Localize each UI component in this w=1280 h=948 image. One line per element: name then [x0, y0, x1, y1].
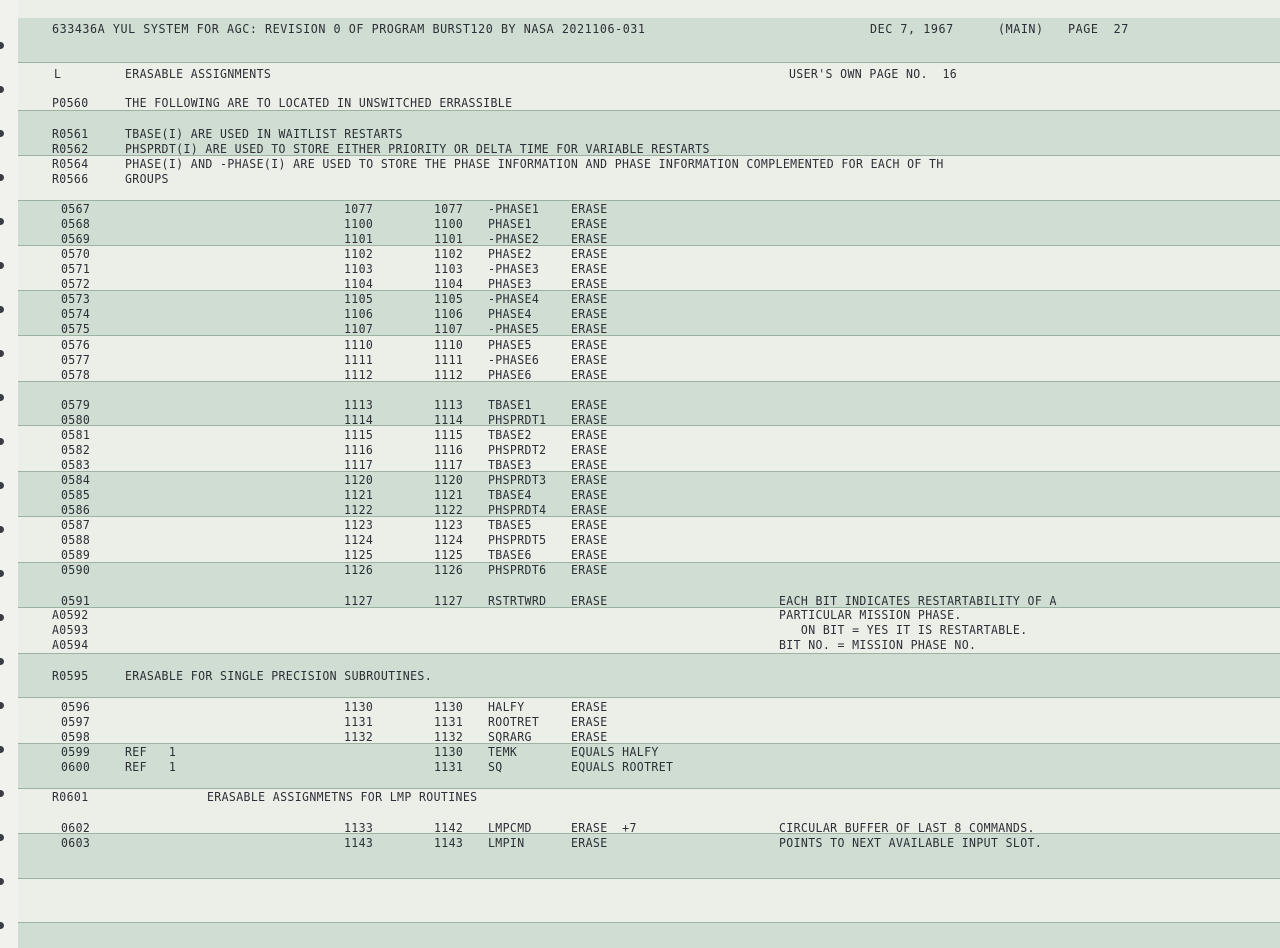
- listing-seq-A0592: A0592: [52, 607, 89, 622]
- listing-sym-0578: PHASE6: [488, 367, 532, 382]
- listing-a-0598: 1132: [344, 729, 374, 744]
- listing-b-0574: 1106: [434, 306, 464, 321]
- listing-sym-0584: PHSPRDT3: [488, 472, 547, 487]
- listing-op-0584: ERASE: [571, 472, 608, 487]
- listing-op-0602: ERASE +7: [571, 820, 637, 835]
- listing-a-0575: 1107: [344, 321, 374, 336]
- listing-op-0590: ERASE: [571, 562, 608, 577]
- listing-sym-0589: TBASE6: [488, 547, 532, 562]
- listing-a-0574: 1106: [344, 306, 374, 321]
- green-band: [18, 833, 1280, 878]
- ruled-line: [18, 922, 1280, 923]
- listing-a-0577: 1111: [344, 352, 374, 367]
- listing-text-P0560: THE FOLLOWING ARE TO LOCATED IN UNSWITCHED ERRASSIBLE: [125, 95, 513, 110]
- listing-header: 633436A YUL SYSTEM FOR AGC: REVISION 0 OF PROGRAM BURST120 BY NASA 2021106-031: [52, 21, 646, 36]
- ruled-line: [18, 381, 1280, 382]
- listing-seq-0569: 0569: [61, 231, 91, 246]
- listing-seq-0600: 0600: [61, 759, 91, 774]
- listing-a-0585: 1121: [344, 487, 374, 502]
- listing-b-0597: 1131: [434, 714, 464, 729]
- listing-seq-0572: 0572: [61, 276, 91, 291]
- listing-b-0590: 1126: [434, 562, 464, 577]
- listing-sym-0597: ROOTRET: [488, 714, 540, 729]
- listing-op-0588: ERASE: [571, 532, 608, 547]
- listing-a-0569: 1101: [344, 231, 374, 246]
- listing-seq-A0594: A0594: [52, 637, 89, 652]
- ruled-line: [18, 607, 1280, 608]
- listing-seq-R0601: R0601: [52, 789, 89, 804]
- listing-seq-A0593: A0593: [52, 622, 89, 637]
- listing-seq-R0561: R0561: [52, 126, 89, 141]
- listing-a-0587: 1123: [344, 517, 374, 532]
- listing-a-0588: 1124: [344, 532, 374, 547]
- listing-b-0600: 1131: [434, 759, 464, 774]
- listing-seq-0590: 0590: [61, 562, 91, 577]
- listing-seq-0581: 0581: [61, 427, 91, 442]
- listing-sym-0571: -PHASE3: [488, 261, 540, 276]
- listing-sym-0570: PHASE2: [488, 246, 532, 261]
- listing-a-0590: 1126: [344, 562, 374, 577]
- listing-sym-0585: TBASE4: [488, 487, 532, 502]
- listing-op-0597: ERASE: [571, 714, 608, 729]
- listing-sym-0596: HALFY: [488, 699, 525, 714]
- listing-a-0568: 1100: [344, 216, 374, 231]
- listing-sym-0580: PHSPRDT1: [488, 412, 547, 427]
- listing-sym-0603: LMPIN: [488, 835, 525, 850]
- listing-sym-0572: PHASE3: [488, 276, 532, 291]
- listing-sym-0567: -PHASE1: [488, 201, 540, 216]
- listing-b-0569: 1101: [434, 231, 464, 246]
- listing-op-0575: ERASE: [571, 321, 608, 336]
- listing-a-0584: 1120: [344, 472, 374, 487]
- listing-text2-R0601: ERASABLE ASSIGNMETNS FOR LMP ROUTINES: [207, 789, 478, 804]
- listing-b-0580: 1114: [434, 412, 464, 427]
- listing-op-0600: EQUALS ROOTRET: [571, 759, 674, 774]
- listing-sym-0598: SQRARG: [488, 729, 532, 744]
- listing-seq-0584: 0584: [61, 472, 91, 487]
- listing-sym-0590: PHSPRDT6: [488, 562, 547, 577]
- listing-a-0571: 1103: [344, 261, 374, 276]
- listing-b-0576: 1110: [434, 337, 464, 352]
- ruled-line: [18, 471, 1280, 472]
- listing-text-R0564: PHASE(I) AND -PHASE(I) ARE USED TO STORE THE PHASE INFORMATION AND PHASE INFORMATION COMPLEMENTED FOR EACH OF TH: [125, 156, 944, 171]
- listing-b-0603: 1143: [434, 835, 464, 850]
- listing-b-0585: 1121: [434, 487, 464, 502]
- listing-op-0581: ERASE: [571, 427, 608, 442]
- listing-a-0602: 1133: [344, 820, 374, 835]
- listing-seq-0579: 0579: [61, 397, 91, 412]
- listing-seq-0570: 0570: [61, 246, 91, 261]
- listing-op-0599: EQUALS HALFY: [571, 744, 659, 759]
- listing-a-0583: 1117: [344, 457, 374, 472]
- listing-op-0587: ERASE: [571, 517, 608, 532]
- listing-b-0578: 1112: [434, 367, 464, 382]
- listing-op-0574: ERASE: [571, 306, 608, 321]
- listing-op-0596: ERASE: [571, 699, 608, 714]
- listing-op-0585: ERASE: [571, 487, 608, 502]
- listing-text-R0595: ERASABLE FOR SINGLE PRECISION SUBROUTINES.: [125, 668, 433, 683]
- ruled-line: [18, 110, 1280, 111]
- listing-sym-0577: -PHASE6: [488, 352, 540, 367]
- listing-b-0596: 1130: [434, 699, 464, 714]
- listing-a-0580: 1114: [344, 412, 374, 427]
- ruled-line: [18, 833, 1280, 834]
- listing-text-R0566: GROUPS: [125, 171, 169, 186]
- listing-op-0583: ERASE: [571, 457, 608, 472]
- listing-op-0572: ERASE: [571, 276, 608, 291]
- listing-b-0581: 1115: [434, 427, 464, 442]
- listing-ref-0600: REF 1: [125, 759, 177, 774]
- listing-comment-A0594: BIT NO. = MISSION PHASE NO.: [779, 637, 977, 652]
- listing-b-0571: 1103: [434, 261, 464, 276]
- listing-a-0579: 1113: [344, 397, 374, 412]
- listing-b-0572: 1104: [434, 276, 464, 291]
- listing-sym-0574: PHASE4: [488, 306, 532, 321]
- ruled-line: [18, 335, 1280, 336]
- listing-b-0584: 1120: [434, 472, 464, 487]
- listing-sym-0600: SQ: [488, 759, 503, 774]
- listing-op-0589: ERASE: [571, 547, 608, 562]
- listing-seq-0585: 0585: [61, 487, 91, 502]
- listing-sym-0582: PHSPRDT2: [488, 442, 547, 457]
- listing-b-0567: 1077: [434, 201, 464, 216]
- header-date: DEC 7, 1967: [870, 21, 954, 36]
- listing-seq-0603: 0603: [61, 835, 91, 850]
- ruled-line: [18, 425, 1280, 426]
- section-letter: L: [54, 66, 62, 81]
- listing-seq-0578: 0578: [61, 367, 91, 382]
- listing-sym-0569: -PHASE2: [488, 231, 540, 246]
- listing-text-R0562: PHSPRDT(I) ARE USED TO STORE EITHER PRIORITY OR DELTA TIME FOR VARIABLE RESTARTS: [125, 141, 710, 156]
- listing-b-0586: 1122: [434, 502, 464, 517]
- listing-b-0591: 1127: [434, 593, 464, 608]
- listing-b-0602: 1142: [434, 820, 464, 835]
- listing-seq-0577: 0577: [61, 352, 91, 367]
- listing-op-0571: ERASE: [571, 261, 608, 276]
- listing-a-0582: 1116: [344, 442, 374, 457]
- listing-sym-0591: RSTRTWRD: [488, 593, 547, 608]
- green-band: [18, 562, 1280, 607]
- listing-a-0589: 1125: [344, 547, 374, 562]
- listing-sym-0583: TBASE3: [488, 457, 532, 472]
- listing-a-0586: 1122: [344, 502, 374, 517]
- listing-a-0578: 1112: [344, 367, 374, 382]
- ruled-line: [18, 200, 1280, 201]
- listing-b-0583: 1117: [434, 457, 464, 472]
- listing-b-0599: 1130: [434, 744, 464, 759]
- listing-sym-0575: -PHASE5: [488, 321, 540, 336]
- listing-seq-0596: 0596: [61, 699, 91, 714]
- listing-sym-0573: -PHASE4: [488, 291, 540, 306]
- green-band: [18, 200, 1280, 245]
- listing-sym-0581: TBASE2: [488, 427, 532, 442]
- listing-b-0589: 1125: [434, 547, 464, 562]
- listing-seq-0567: 0567: [61, 201, 91, 216]
- listing-a-0581: 1115: [344, 427, 374, 442]
- listing-sym-0588: PHSPRDT5: [488, 532, 547, 547]
- listing-op-0567: ERASE: [571, 201, 608, 216]
- listing-seq-0586: 0586: [61, 502, 91, 517]
- listing-sym-0576: PHASE5: [488, 337, 532, 352]
- ruled-line: [18, 62, 1280, 63]
- listing-b-0573: 1105: [434, 291, 464, 306]
- listing-seq-0597: 0597: [61, 714, 91, 729]
- listing-seq-0583: 0583: [61, 457, 91, 472]
- listing-a-0567: 1077: [344, 201, 374, 216]
- listing-comment-0591: EACH BIT INDICATES RESTARTABILITY OF A: [779, 593, 1057, 608]
- listing-seq-0573: 0573: [61, 291, 91, 306]
- listing-comment-0602: CIRCULAR BUFFER OF LAST 8 COMMANDS.: [779, 820, 1035, 835]
- listing-sym-0587: TBASE5: [488, 517, 532, 532]
- listing-seq-0588: 0588: [61, 532, 91, 547]
- listing-b-0582: 1116: [434, 442, 464, 457]
- listing-b-0588: 1124: [434, 532, 464, 547]
- listing-op-0580: ERASE: [571, 412, 608, 427]
- listing-b-0570: 1102: [434, 246, 464, 261]
- listing-op-0586: ERASE: [571, 502, 608, 517]
- listing-op-0570: ERASE: [571, 246, 608, 261]
- listing-seq-0576: 0576: [61, 337, 91, 352]
- listing-op-0579: ERASE: [571, 397, 608, 412]
- listing-ref-0599: REF 1: [125, 744, 177, 759]
- listing-op-0603: ERASE: [571, 835, 608, 850]
- listing-seq-R0566: R0566: [52, 171, 89, 186]
- listing-seq-0580: 0580: [61, 412, 91, 427]
- paper-tractor-edge: [0, 0, 18, 948]
- listing-seq-0591: 0591: [61, 593, 91, 608]
- listing-a-0572: 1104: [344, 276, 374, 291]
- listing-comment-0603: POINTS TO NEXT AVAILABLE INPUT SLOT.: [779, 835, 1043, 850]
- listing-op-0582: ERASE: [571, 442, 608, 457]
- listing-seq-R0564: R0564: [52, 156, 89, 171]
- ruled-line: [18, 245, 1280, 246]
- listing-sym-0586: PHSPRDT4: [488, 502, 547, 517]
- listing-op-0578: ERASE: [571, 367, 608, 382]
- listing-sym-0599: TEMK: [488, 744, 518, 759]
- green-band: [18, 290, 1280, 335]
- listing-a-0570: 1102: [344, 246, 374, 261]
- listing-op-0573: ERASE: [571, 291, 608, 306]
- listing-sym-0602: LMPCMD: [488, 820, 532, 835]
- listing-a-0597: 1131: [344, 714, 374, 729]
- listing-seq-0575: 0575: [61, 321, 91, 336]
- listing-a-0591: 1127: [344, 593, 374, 608]
- listing-b-0575: 1107: [434, 321, 464, 336]
- ruled-line: [18, 878, 1280, 879]
- listing-op-0569: ERASE: [571, 231, 608, 246]
- listing-b-0598: 1132: [434, 729, 464, 744]
- listing-comment-A0592: PARTICULAR MISSION PHASE.: [779, 607, 962, 622]
- listing-a-0603: 1143: [344, 835, 374, 850]
- user-page-number: USER'S OWN PAGE NO. 16: [789, 66, 958, 81]
- green-band: [18, 381, 1280, 425]
- ruled-line: [18, 562, 1280, 563]
- ruled-line: [18, 697, 1280, 698]
- listing-seq-0571: 0571: [61, 261, 91, 276]
- listing-text-R0561: TBASE(I) ARE USED IN WAITLIST RESTARTS: [125, 126, 403, 141]
- listing-seq-0589: 0589: [61, 547, 91, 562]
- listing-seq-R0562: R0562: [52, 141, 89, 156]
- listing-seq-0582: 0582: [61, 442, 91, 457]
- ruled-line: [18, 516, 1280, 517]
- header-page-number: PAGE 27: [1068, 21, 1129, 36]
- listing-seq-R0595: R0595: [52, 668, 89, 683]
- section-title: ERASABLE ASSIGNMENTS: [125, 66, 272, 81]
- listing-b-0587: 1123: [434, 517, 464, 532]
- green-band: [18, 471, 1280, 516]
- listing-seq-0602: 0602: [61, 820, 91, 835]
- listing-op-0568: ERASE: [571, 216, 608, 231]
- listing-comment-A0593: ON BIT = YES IT IS RESTARTABLE.: [779, 622, 1028, 637]
- listing-seq-0598: 0598: [61, 729, 91, 744]
- header-main-label: (MAIN): [998, 21, 1044, 36]
- listing-a-0596: 1130: [344, 699, 374, 714]
- ruled-line: [18, 290, 1280, 291]
- listing-sym-0568: PHASE1: [488, 216, 532, 231]
- listing-a-0576: 1110: [344, 337, 374, 352]
- listing-seq-0574: 0574: [61, 306, 91, 321]
- green-band: [18, 922, 1280, 948]
- listing-seq-P0560: P0560: [52, 95, 89, 110]
- listing-seq-0587: 0587: [61, 517, 91, 532]
- listing-a-0573: 1105: [344, 291, 374, 306]
- listing-sym-0579: TBASE1: [488, 397, 532, 412]
- listing-b-0568: 1100: [434, 216, 464, 231]
- listing-op-0577: ERASE: [571, 352, 608, 367]
- listing-seq-0599: 0599: [61, 744, 91, 759]
- listing-op-0591: ERASE: [571, 593, 608, 608]
- listing-b-0579: 1113: [434, 397, 464, 412]
- listing-seq-0568: 0568: [61, 216, 91, 231]
- listing-op-0598: ERASE: [571, 729, 608, 744]
- ruled-line: [18, 653, 1280, 654]
- listing-op-0576: ERASE: [571, 337, 608, 352]
- listing-b-0577: 1111: [434, 352, 464, 367]
